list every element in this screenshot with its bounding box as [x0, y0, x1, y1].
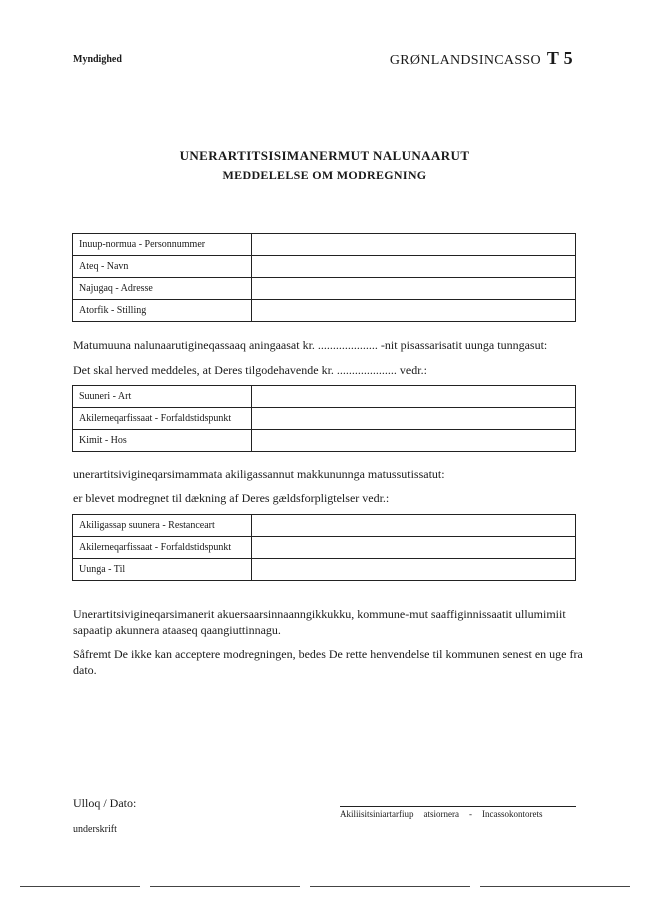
personnummer-label: Inuup-normua - Personnummer: [73, 234, 252, 256]
til-field[interactable]: [252, 559, 576, 581]
bottom-divider: [310, 886, 470, 887]
adresse-field[interactable]: [252, 278, 576, 300]
til-label: Uunga - Til: [73, 559, 252, 581]
table-row: [73, 278, 576, 300]
hos-label: Kimit - Hos: [73, 430, 252, 452]
document-title-da: MEDDELELSE OM MODREGNING: [222, 168, 427, 182]
bottom-divider: [150, 886, 300, 887]
office-da-label: Incassokontorets: [481, 809, 543, 819]
table-row: [73, 559, 576, 581]
adresse-label: Najugaq - Adresse: [73, 278, 252, 300]
claim-table: [72, 385, 576, 452]
offset-text-kl: unerartitsivigineqarsimammata akiligassannut makkununnga matussutissatut:: [73, 467, 445, 481]
place-date-label: Ulloq / Dato:: [73, 796, 137, 810]
table-row: [73, 408, 576, 430]
art-label: Suuneri - Art: [73, 386, 252, 408]
bottom-divider: [480, 886, 630, 887]
stilling-field[interactable]: [252, 300, 576, 322]
table-row: [73, 234, 576, 256]
document-title-kl: UNERARTITSISIMANERMUT NALUNAARUT: [179, 148, 470, 163]
navn-label: Ateq - Navn: [73, 256, 252, 278]
forfaldstidspunkt-field[interactable]: [252, 537, 576, 559]
stilling-label: Atorfik - Stilling: [73, 300, 252, 322]
objection-text-kl: Unerartitsivigineqarsimanerit akuersaarsinnaanngikkukku, kommune-mut saaffiginnissaatit ullumimiit sapaatip akunnera ataaseq qaangiuttinnagu.: [73, 607, 566, 637]
table-row: [73, 386, 576, 408]
claim-text-kl: Matumuuna nalunaarutigineqassaaq aningaasat kr. .................... -nit pisassarisatit uunga tunngasut:: [73, 338, 548, 352]
navn-field[interactable]: [252, 256, 576, 278]
forfaldstidspunkt-label: Akilerneqarfissaat - Forfaldstidspunkt: [73, 408, 252, 430]
office-header: [390, 48, 573, 69]
forfaldstidspunkt-label: Akilerneqarfissaat - Forfaldstidspunkt: [73, 537, 252, 559]
bottom-divider: [20, 886, 140, 887]
form-code: T 5: [546, 48, 573, 68]
caption-separator: -: [468, 809, 472, 819]
table-row: [73, 430, 576, 452]
debt-table: [72, 514, 576, 581]
authority-label: Myndighed: [73, 54, 122, 65]
office-kl2-label: atsiornera: [423, 809, 459, 819]
signature-label: underskrift: [73, 824, 117, 835]
table-row: [73, 537, 576, 559]
forfaldstidspunkt-field[interactable]: [252, 408, 576, 430]
art-field[interactable]: [252, 386, 576, 408]
person-table: [72, 233, 576, 322]
office-name: GRØNLANDSINCASSO: [389, 53, 541, 68]
restanceart-field[interactable]: [252, 515, 576, 537]
office-kl-label: Akiliisitsiniartarfiup: [340, 809, 414, 819]
signature-line: [340, 806, 576, 807]
objection-text-da: Såfremt De ikke kan acceptere modregningen, bedes De rette henvendelse til kommunen senest en uge fra dato.: [73, 647, 583, 677]
table-row: [73, 515, 576, 537]
office-signature-caption: [340, 809, 580, 819]
restanceart-label: Akiligassap suunera - Restanceart: [73, 515, 252, 537]
personnummer-field[interactable]: [252, 234, 576, 256]
hos-field[interactable]: [252, 430, 576, 452]
table-row: [73, 300, 576, 322]
claim-text-da: Det skal herved meddeles, at Deres tilgodehavende kr. .................... vedr.:: [73, 363, 427, 377]
offset-text-da: er blevet modregnet til dækning af Deres gældsforpligtelser vedr.:: [73, 491, 390, 505]
table-row: [73, 256, 576, 278]
